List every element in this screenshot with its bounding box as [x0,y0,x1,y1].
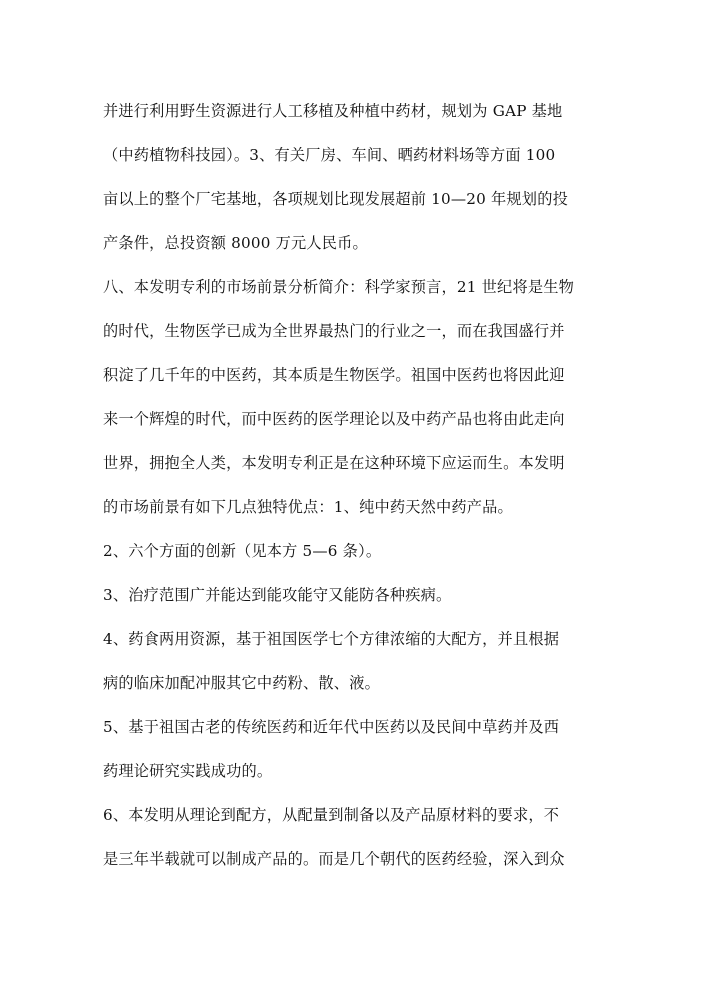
paragraph-line: 的时代，生物医学已成为全世界最热门的行业之一，而在我国盛行并 [103,322,565,340]
paragraph-line: 是三年半载就可以制成产品的。而是几个朝代的医药经验，深入到众 [103,850,565,868]
paragraph-line: 5、基于祖国古老的传统医药和近年代中医药以及民间中草药并及西 [103,718,560,736]
paragraph-line: 八、本发明专利的市场前景分析简介：科学家预言，21 世纪将是生物 [103,278,574,296]
paragraph-line: 世界，拥抱全人类，本发明专利正是在这种环境下应运而生。本发明 [103,454,565,472]
paragraph-line: 6、本发明从理论到配方，从配量到制备以及产品原材料的要求，不 [103,806,560,824]
paragraph-line: 的市场前景有如下几点独特优点：1、纯中药天然中药产品。 [103,498,513,516]
paragraph-line: 病的临床加配冲服其它中药粉、散、液。 [103,674,380,692]
paragraph-line: 积淀了几千年的中医药，其本质是生物医学。祖国中医药也将因此迎 [103,366,565,384]
paragraph-line: （中药植物科技园）。3、有关厂房、车间、晒药材料场等方面 100 [103,146,556,164]
paragraph-line: 来一个辉煌的时代，而中医药的医学理论以及中药产品也将由此走向 [103,410,565,428]
paragraph-line: 4、药食两用资源，基于祖国医学七个方律浓缩的大配方，并且根据 [103,630,560,648]
paragraph-line: 亩以上的整个厂宅基地，各项规划比现发展超前 10—20 年规划的投 [103,190,568,208]
document-page [103,0,603,994]
paragraph-line: 3、治疗范围广并能达到能攻能守又能防各种疾病。 [103,586,452,604]
paragraph-line: 并进行利用野生资源进行人工移植及种植中药材，规划为 GAP 基地 [103,102,563,120]
paragraph-line: 2、六个方面的创新（见本方 5—6 条）。 [103,542,382,560]
paragraph-line: 产条件，总投资额 8000 万元人民币。 [103,234,368,252]
paragraph-line: 药理论研究实践成功的。 [103,762,273,780]
